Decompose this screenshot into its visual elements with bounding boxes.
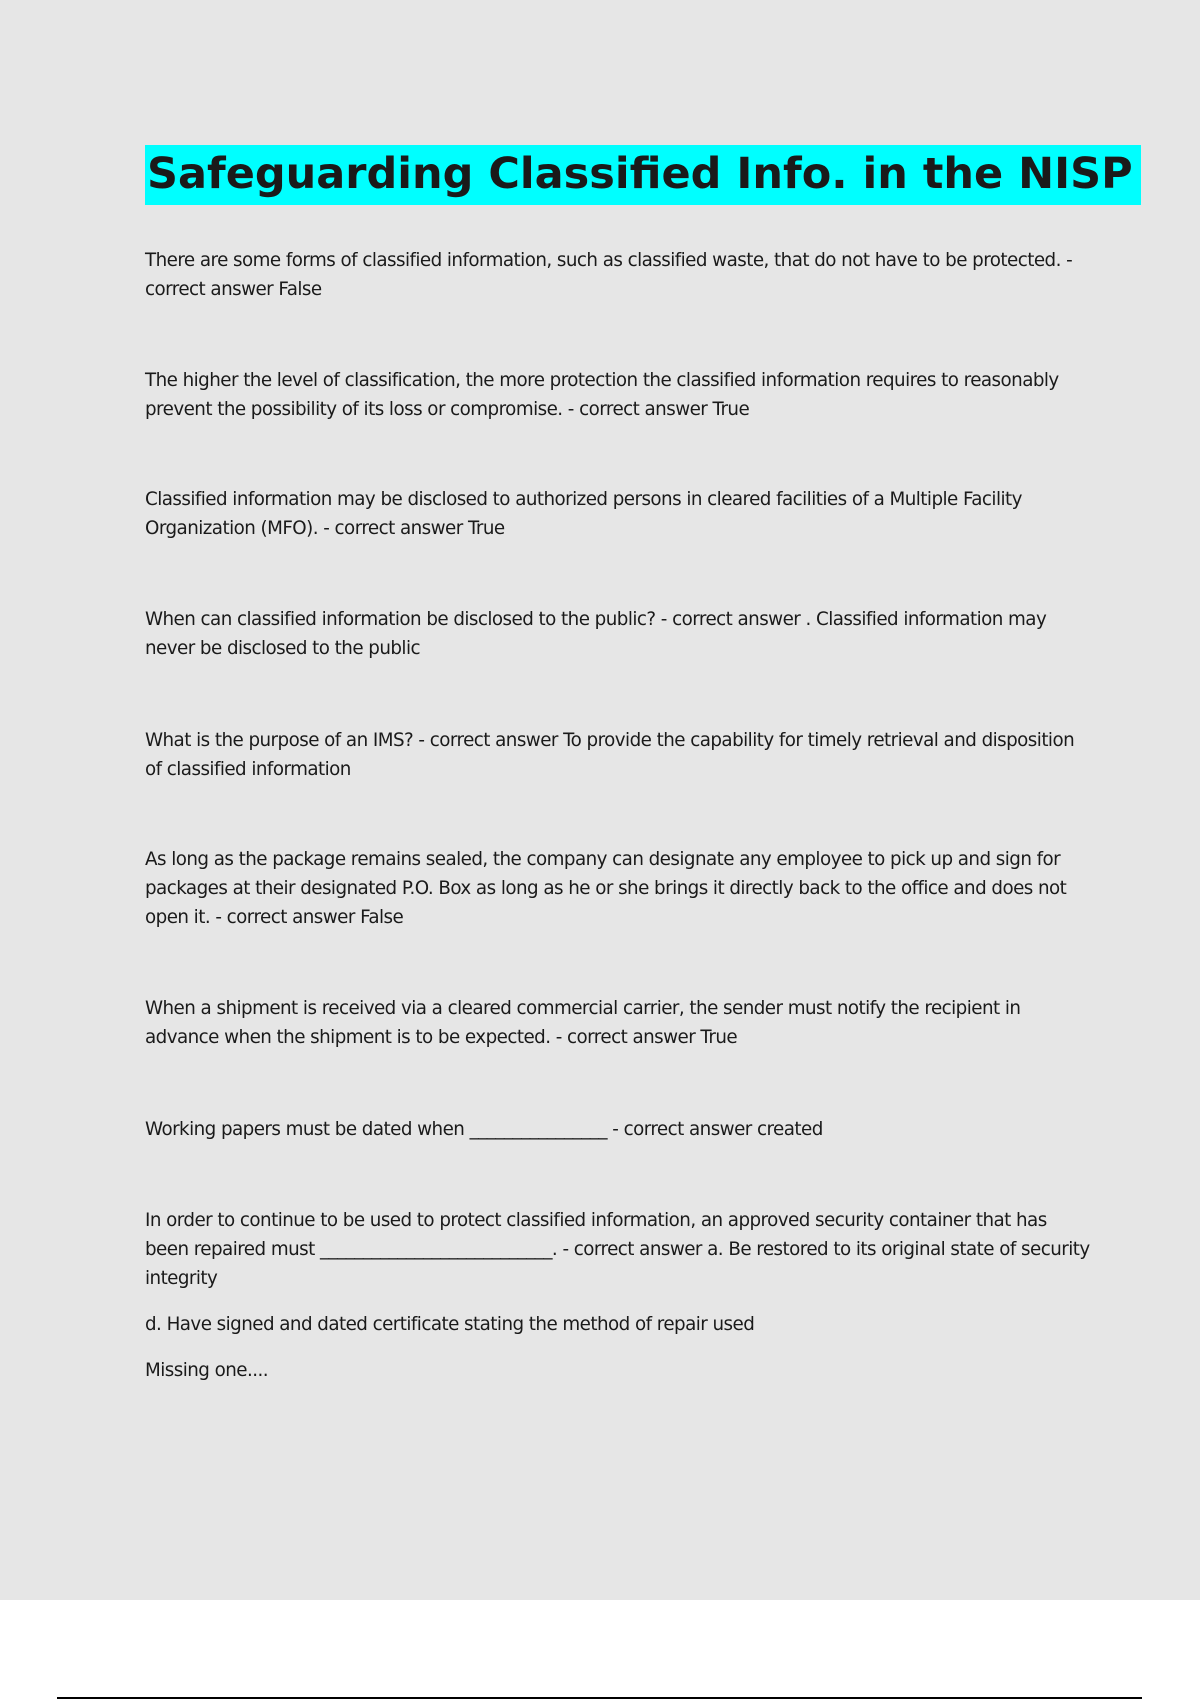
footer-rule xyxy=(57,1697,1142,1699)
qa-item: When can classified information be disclosed to the public? - correct answer . Classified information may never be disclosed to the public xyxy=(145,609,1047,659)
qa-item: The higher the level of classification, the more protection the classified information requires to reasonably prevent the possibility of its loss or compromise. - correct answer True xyxy=(145,370,1059,420)
qa-item: Classified information may be disclosed to authorized persons in cleared facilities of a Multiple Facility Organization (MFO). - correct answer True xyxy=(145,489,1022,539)
qa-item: d. Have signed and dated certificate stating the method of repair used xyxy=(145,1314,755,1335)
document-title: Safeguarding Classified Info. in the NISP xyxy=(145,145,1141,205)
qa-item: As long as the package remains sealed, the company can designate any employee to pick up and sign for packages at their designated P.O. Box as long as he or she brings it directly back to the office and does not open it. - correct answer False xyxy=(145,849,1067,928)
qa-item: There are some forms of classified information, such as classified waste, that do not have to be protected. - correct answer False xyxy=(145,250,1073,300)
qa-item: What is the purpose of an IMS? - correct answer To provide the capability for timely retrieval and disposition of classified information xyxy=(145,730,1075,780)
qa-item: Working papers must be dated when ________________ - correct answer created xyxy=(145,1119,823,1140)
qa-item: Missing one.... xyxy=(145,1360,268,1381)
qa-item: When a shipment is received via a cleared commercial carrier, the sender must notify the recipient in advance when the shipment is to be expected. - correct answer True xyxy=(145,998,1021,1048)
qa-item: In order to continue to be used to protect classified information, an approved security container that has been repaired must ___________________________. - correct answer a. Be restored to its original state of security integrity xyxy=(145,1210,1090,1289)
